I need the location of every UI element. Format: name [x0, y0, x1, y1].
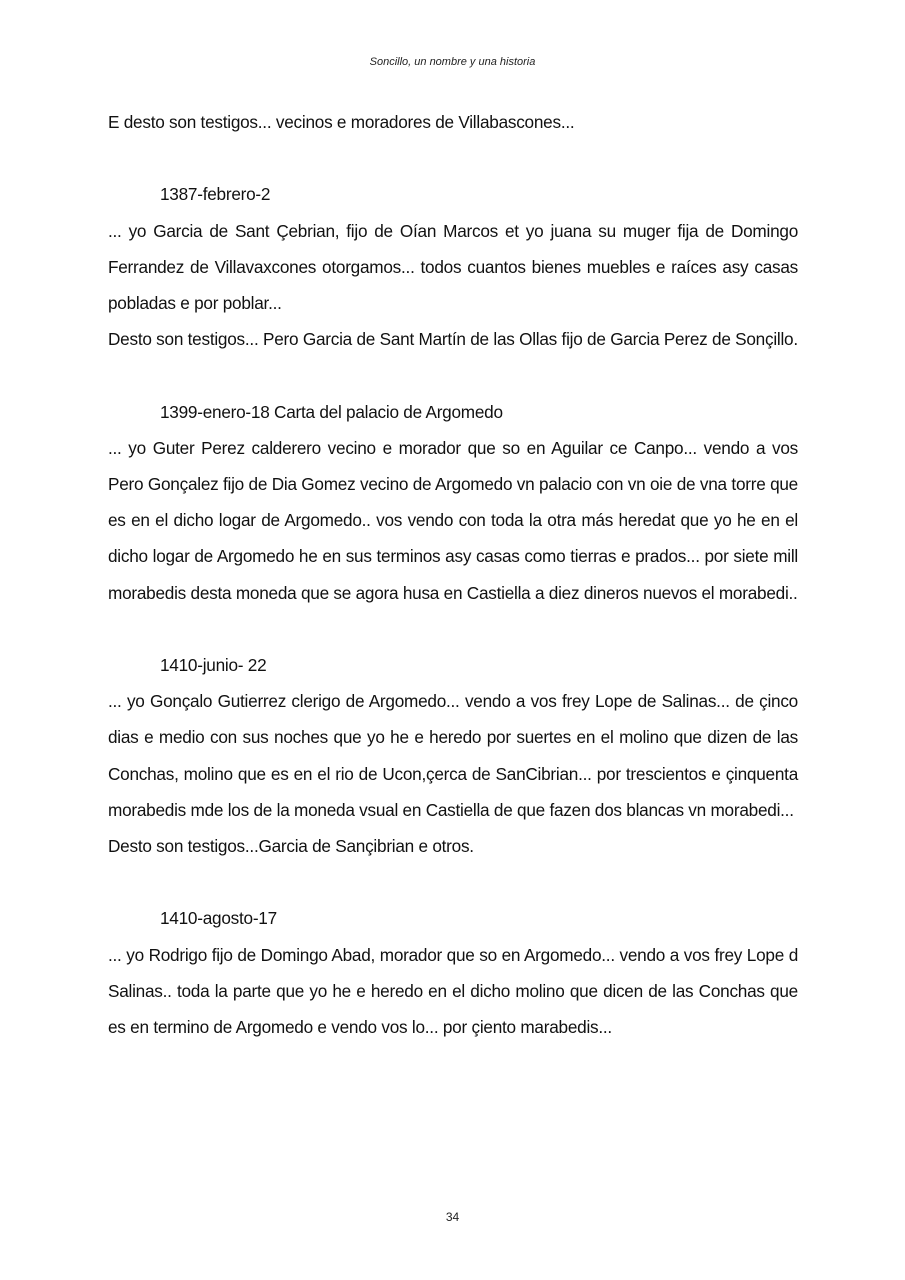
page-number: 34 — [445, 1210, 460, 1224]
paragraph-gap — [108, 357, 798, 393]
entry-text: ... yo Garcia de Sant Çebrian, fijo de Oían Marcos et yo juana su muger fija de Domingo Ferrandez de Villavaxcones otorgamos... todos cuantos bienes muebles e raíces asy casas pobladas e por poblar... — [108, 220, 798, 313]
entry-text: ... yo Rodrigo fijo de Domingo Abad, morador que so en Argomedo... vendo a vos frey Lope d Salinas.. toda la parte que yo he e heredo en el dicho molino que dicen de las Conchas que es en termino de Argomedo e vendo vos lo... por çiento marabedis... — [108, 944, 798, 1038]
entry-date: 1387-febrero-2 — [160, 184, 271, 205]
document-body — [108, 104, 798, 1045]
entry-text: ... yo Guter Perez calderero vecino e morador que so en Aguilar ce Canpo... vendo a vos Pero Gonçalez fijo de Dia Gomez vecino de Argomedo vn palacio con vn oie de vna torre que es en el dicho logar de Argomedo.. vos vendo con toda la otra más heredat que yo he en el dicho logar de Argomedo he en sus terminos asy casas como tierras e prados... por siete mill morabedis desta moneda que se agora husa en Castiella a diez dineros nuevos el morabedi.. — [108, 437, 798, 603]
intro-line: E desto son testigos... vecinos e moradores de Villabascones... — [108, 112, 575, 132]
entry-text: ... yo Gonçalo Gutierrez clerigo de Argomedo... vendo a vos frey Lope de Salinas... de çinco dias e medio con sus noches que yo he e heredo por suertes en el molino que dizen de las Conchas, molino que es en el rio de Ucon,çerca de SanCibrian... por trescientos e çinquenta morabedis mde los de la moneda vsual en Castiella de que fazen dos blancas vn morabedi... — [108, 691, 798, 820]
entry-date: 1410-junio- 22 — [160, 655, 267, 675]
paragraph-gap — [108, 140, 798, 176]
entry-date: 1399-enero-18 Carta del palacio de Argomedo — [160, 401, 503, 422]
paragraph-gap — [108, 611, 798, 647]
entry-witnesses: Desto son testigos... Pero Garcia de Sant Martín de las Ollas fijo de Garcia Perez de Sonçillo. — [108, 329, 798, 350]
running-header: Soncillo, un nombre y una historia — [369, 56, 536, 68]
entry-date: 1410-agosto-17 — [160, 908, 277, 929]
paragraph-gap — [108, 864, 798, 900]
entry-witnesses: Desto son testigos...Garcia de Sançibrian e otros. — [108, 836, 474, 857]
